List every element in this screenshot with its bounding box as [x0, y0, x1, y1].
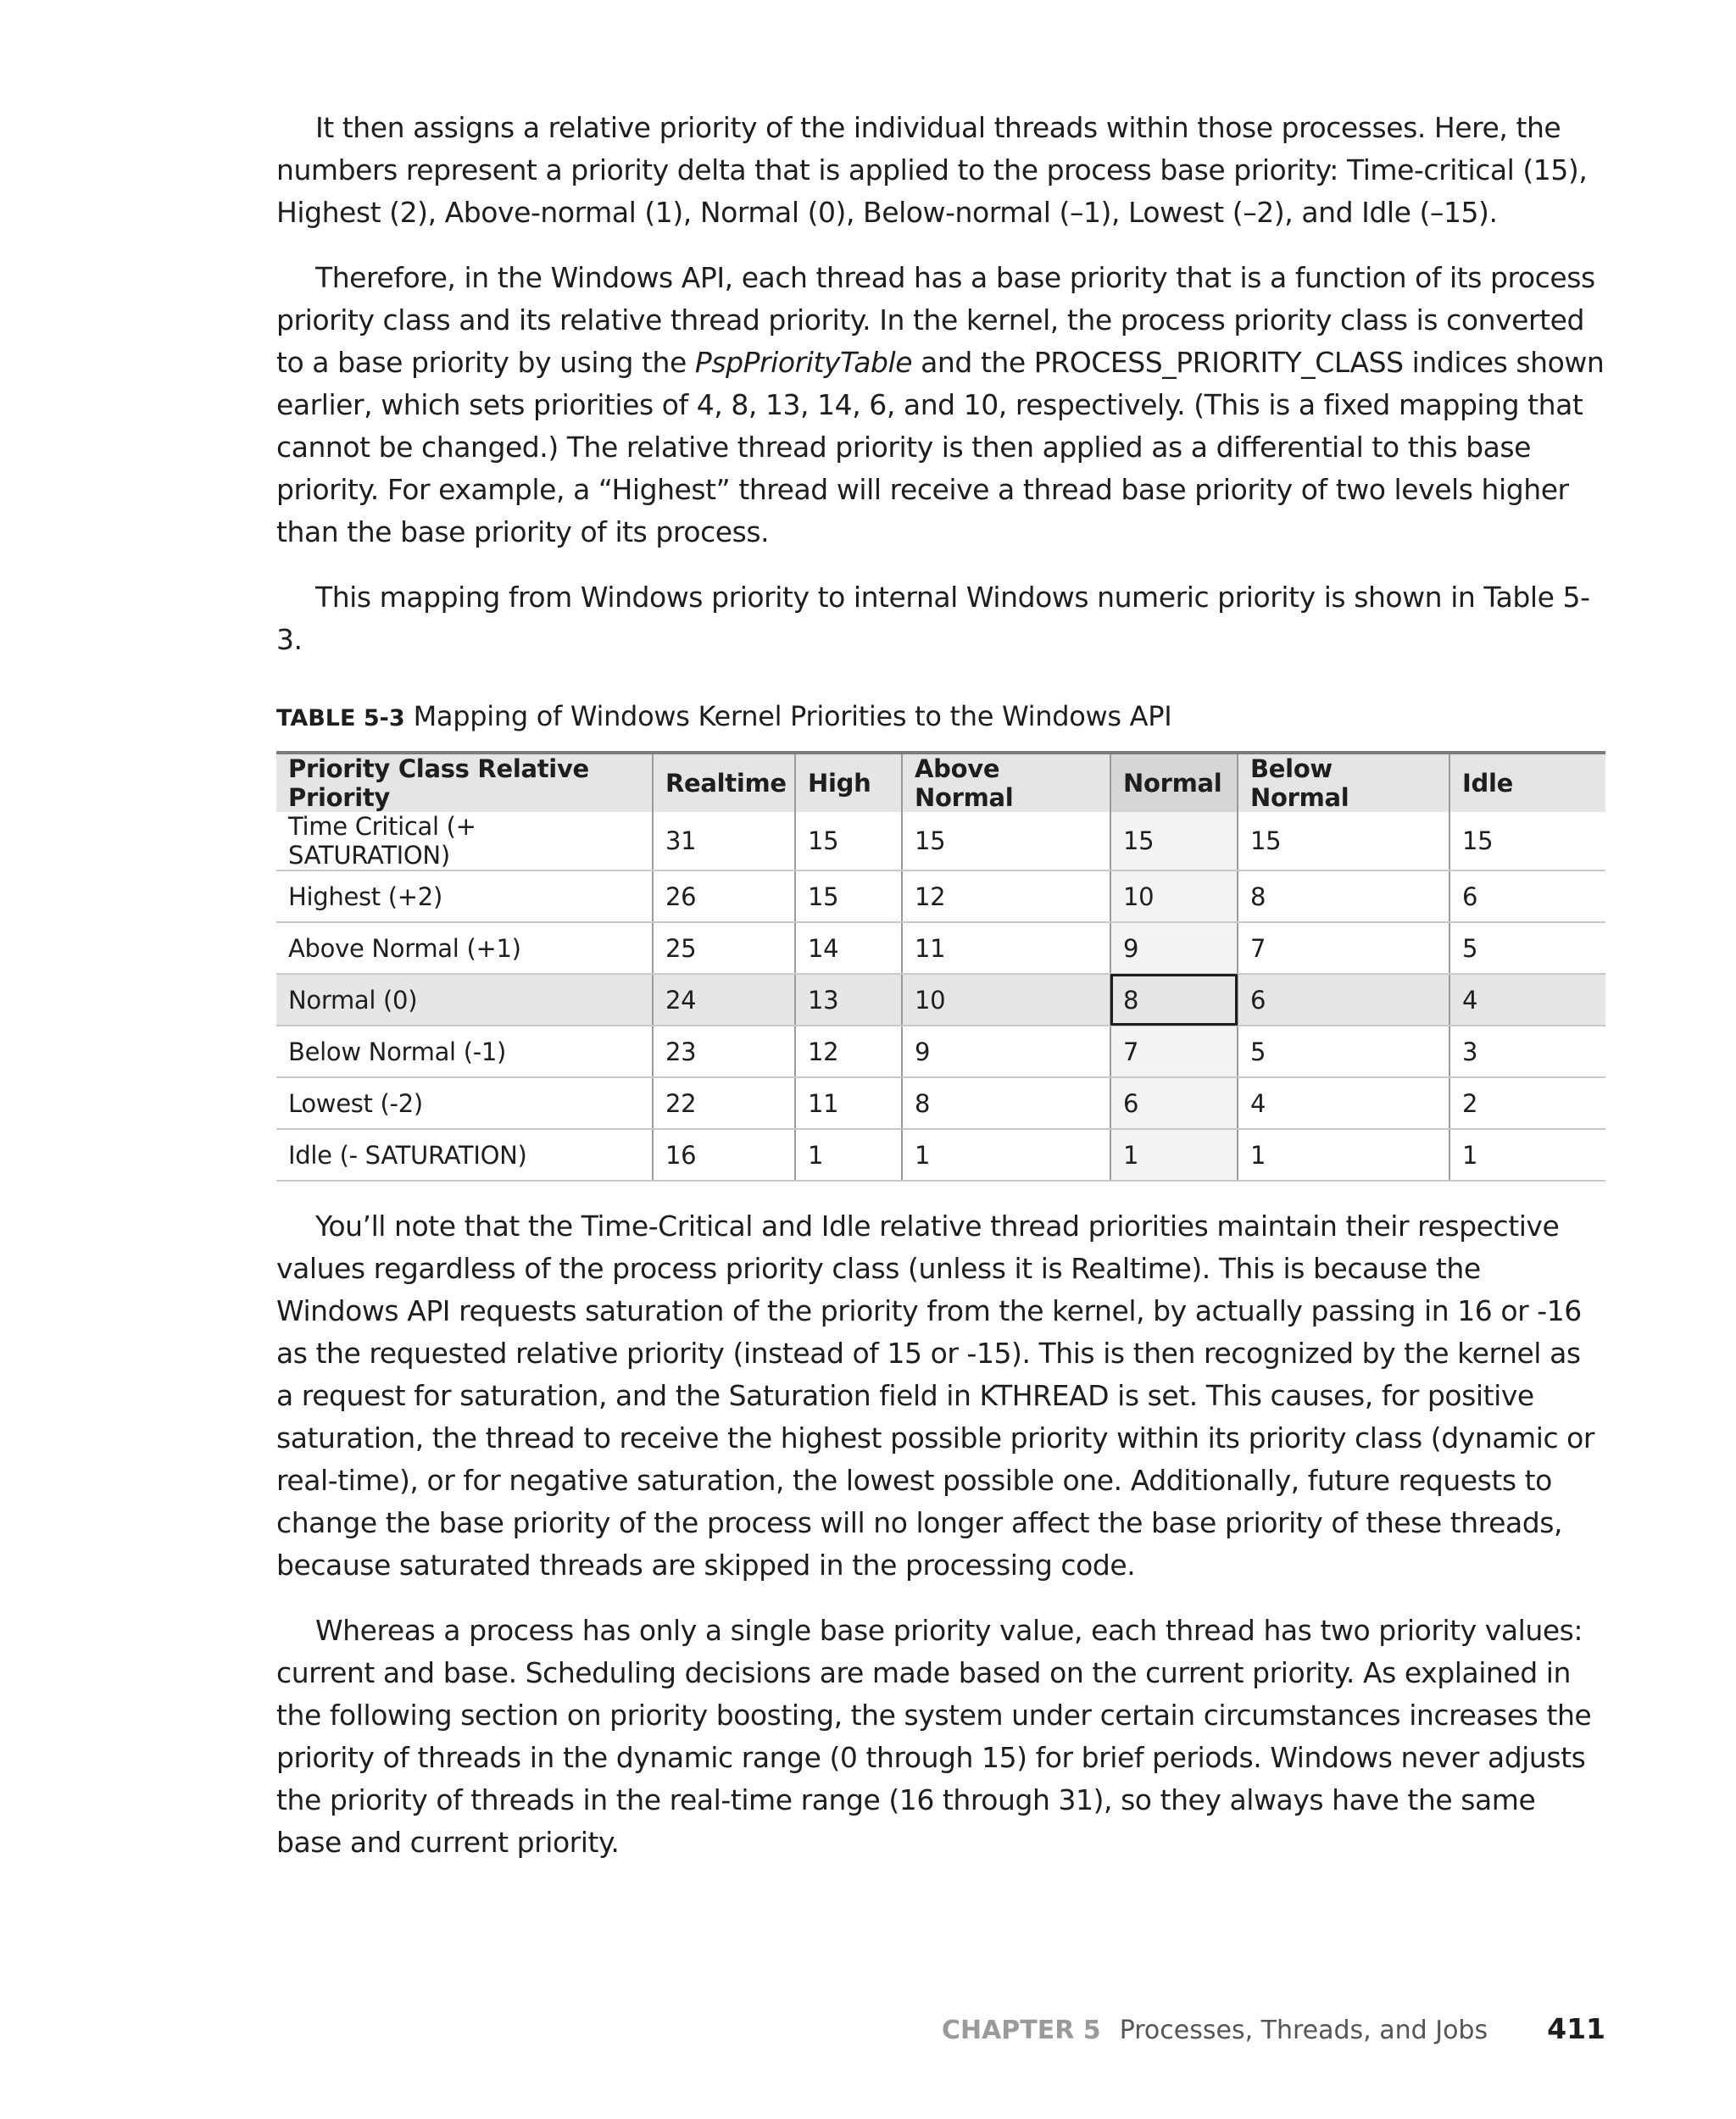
page-number: 411 [1547, 2012, 1605, 2045]
table-header-row [276, 753, 1605, 812]
priority-mapping-table [276, 751, 1605, 1182]
cell-value: 6 [1238, 974, 1449, 1026]
header-normal: Normal [1110, 753, 1238, 812]
row-label: Highest (+2) [276, 870, 653, 922]
paragraph-saturation: You’ll note that the Time-Critical and Idle relative thread priorities maintain their respective values regardless of the process priority class (unless it is Realtime). This is because the Windows API requests saturation of the priority from the kernel, by actually passing in 16 or -16 as the requested relative priority (instead of 15 or -15). This is then recognized by the kernel as a request for saturation, and the Saturation field in KTHREAD is set. This causes, for positive saturation, the thread to receive the highest possible priority within its priority class (dynamic or real-time), or for negative saturation, the lowest possible one. Additionally, future requests to change the base priority of the process will no longer affect the base priority of these threads, because saturated threads are skipped in the processing code. [276, 1210, 1595, 1582]
paragraph-base-priority-text-1: Therefore, in the Windows API, each thread has a base priority that is a function of its process priority class and its relative thread priority. In the kernel, the process priority class is converted to a base priority by using the [276, 261, 1595, 379]
row-label: Lowest (-2) [276, 1077, 653, 1129]
row-label: Time Critical (+ SATURATION) [276, 812, 653, 870]
paragraph-mapping-intro: This mapping from Windows priority to internal Windows numeric priority is shown in Table 5-3. [276, 581, 1590, 656]
cell-value: 2 [1449, 1077, 1605, 1129]
cell-value: 1 [795, 1129, 902, 1181]
row-label: Above Normal (+1) [276, 922, 653, 974]
cell-value: 4 [1238, 1077, 1449, 1129]
cell-value: 24 [653, 974, 795, 1026]
cell-value: 31 [653, 812, 795, 870]
cell-value-normal-normal: 8 [1110, 974, 1238, 1026]
cell-value: 4 [1449, 974, 1605, 1026]
cell-value: 22 [653, 1077, 795, 1129]
cell-value: 8 [1238, 870, 1449, 922]
paragraph-relative-priority: It then assigns a relative priority of the individual threads within those processes. Here, the numbers represent a priority delta that is applied to the process base priority: Time-critical (15), Highest (2), Above-normal (1), Normal (0), Below-normal (–1), Lowest (–2), and Idle (–15). [276, 111, 1588, 229]
table-caption [276, 699, 1605, 736]
row-label: Normal (0) [276, 974, 653, 1026]
page-footer [942, 2012, 1605, 2048]
cell-value: 13 [795, 974, 902, 1026]
paragraph-current-and-base: Whereas a process has only a single base priority value, each thread has two priority values: current and base. Scheduling decisions are made based on the current priority. As explained in the following section on priority boosting, the system under certain circumstances increases the priority of threads in the dynamic range (0 through 15) for brief periods. Windows never adjusts the priority of threads in the real-time range (16 through 31), so they always have the same base and current priority. [276, 1614, 1592, 1859]
header-above-normal: Above Normal [902, 753, 1110, 812]
row-label: Below Normal (-1) [276, 1026, 653, 1077]
header-relative-priority: Priority Class Relative Priority [276, 753, 653, 812]
cell-value: 6 [1449, 870, 1605, 922]
cell-value: 15 [795, 870, 902, 922]
cell-value: 1 [902, 1129, 1110, 1181]
cell-value: 9 [1110, 922, 1238, 974]
table-row-normal-highlight [276, 974, 1605, 1026]
cell-value: 3 [1449, 1026, 1605, 1077]
cell-value: 25 [653, 922, 795, 974]
cell-value: 14 [795, 922, 902, 974]
header-high: High [795, 753, 902, 812]
cell-value: 10 [1110, 870, 1238, 922]
footer-chapter-label: CHAPTER 5 [941, 2016, 1101, 2045]
cell-value: 11 [902, 922, 1110, 974]
cell-value: 1 [1238, 1129, 1449, 1181]
cell-value: 5 [1238, 1026, 1449, 1077]
cell-value: 23 [653, 1026, 795, 1077]
psp-priority-table-term: PspPriorityTable [694, 346, 913, 379]
cell-value: 10 [902, 974, 1110, 1026]
table-row [276, 812, 1605, 870]
cell-value: 12 [902, 870, 1110, 922]
header-realtime: Realtime [653, 753, 795, 812]
footer-chapter-title: Processes, Threads, and Jobs [1119, 2016, 1488, 2045]
cell-value: 15 [1110, 812, 1238, 870]
table-row [276, 922, 1605, 974]
row-label: Idle (- SATURATION) [276, 1129, 653, 1181]
cell-value: 15 [795, 812, 902, 870]
table-caption-text: Mapping of Windows Kernel Priorities to the Windows API [413, 700, 1172, 732]
header-below-normal: Below Normal [1238, 753, 1449, 812]
cell-value: 1 [1449, 1129, 1605, 1181]
table-row [276, 1077, 1605, 1129]
page-content [276, 107, 1605, 1887]
paragraph-base-priority-text-2: and the PROCESS_PRIORITY_CLASS indices shown earlier, which sets priorities of 4, 8, 13, 14, 6, and 10, respectively. (This is a fixed mapping that cannot be changed.) The relative thread priority is then applied as a differential to this base priority. For example, a “Highest” thread will receive a thread base priority of two levels higher than the base priority of its process. [276, 346, 1605, 548]
table-row [276, 1129, 1605, 1181]
cell-value: 15 [1238, 812, 1449, 870]
cell-value: 1 [1110, 1129, 1238, 1181]
cell-value: 26 [653, 870, 795, 922]
cell-value: 6 [1110, 1077, 1238, 1129]
table-row [276, 870, 1605, 922]
cell-value: 11 [795, 1077, 902, 1129]
table-row [276, 1026, 1605, 1077]
header-idle: Idle [1449, 753, 1605, 812]
cell-value: 7 [1110, 1026, 1238, 1077]
cell-value: 15 [902, 812, 1110, 870]
table-label: TABLE 5-3 [276, 705, 405, 731]
cell-value: 15 [1449, 812, 1605, 870]
cell-value: 16 [653, 1129, 795, 1181]
cell-value: 9 [902, 1026, 1110, 1077]
cell-value: 5 [1449, 922, 1605, 974]
paragraph-base-priority [276, 257, 1605, 553]
cell-value: 12 [795, 1026, 902, 1077]
cell-value: 8 [902, 1077, 1110, 1129]
cell-value: 7 [1238, 922, 1449, 974]
